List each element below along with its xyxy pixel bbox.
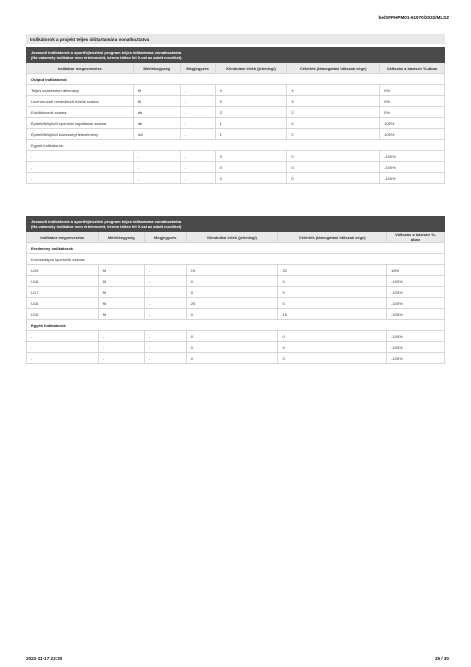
table-row xyxy=(27,287,445,298)
col-header-change: Változás a bázisév %-ában xyxy=(380,63,445,74)
cell-name: - xyxy=(27,353,99,364)
col-header-name: Indikátor megnevezése xyxy=(27,63,134,74)
cell-baseline: 2 xyxy=(215,107,287,118)
cell-unit: - xyxy=(133,162,180,173)
cell-change: -100% xyxy=(387,331,445,342)
cell-baseline: 0 xyxy=(215,151,287,162)
cell-note: - xyxy=(144,331,186,342)
cell-change: -100% xyxy=(380,162,445,173)
table-title-row xyxy=(27,217,445,232)
table-row xyxy=(27,96,445,107)
cell-change: 0% xyxy=(380,107,445,118)
table-row xyxy=(27,107,445,118)
subgroup-label: Korosztályos sportolók száma: xyxy=(27,254,445,265)
subgroup-row xyxy=(27,254,445,265)
group-label: Egyéb Indikátorok xyxy=(27,320,445,331)
cell-change: -100% xyxy=(387,276,445,287)
cell-name: - xyxy=(27,331,99,342)
cell-name: - xyxy=(27,342,99,353)
table-row xyxy=(27,129,445,140)
group-label: Output indikátorok xyxy=(27,74,445,85)
col-header-note: Megjegyzés xyxy=(144,232,186,243)
cell-target: 0 xyxy=(278,353,387,364)
cell-name: - xyxy=(27,162,134,173)
table-row xyxy=(27,276,445,287)
cell-name: - xyxy=(27,173,134,184)
group-label: Egyéb indikátorok: xyxy=(27,140,445,151)
col-header-target: Célérték (támogatási időszak vége) xyxy=(287,63,380,74)
cell-target: 0 xyxy=(278,331,387,342)
page-number: 25 / 30 xyxy=(434,656,449,661)
cell-note: - xyxy=(144,276,186,287)
cell-note: - xyxy=(180,162,215,173)
cell-baseline: 0 xyxy=(186,287,278,298)
table-row xyxy=(27,173,445,184)
cell-baseline: 0 xyxy=(215,173,287,184)
table-header-row xyxy=(27,232,445,243)
cell-unit: db xyxy=(133,118,180,129)
cell-unit: fő xyxy=(133,96,180,107)
cell-baseline: 0 xyxy=(186,309,278,320)
cell-target: 0 xyxy=(287,151,380,162)
table-title-line1: Javasolt indikátorok a sportfejlesztési program teljes időtartama vonatkoztatva xyxy=(31,219,182,224)
table-row xyxy=(27,151,445,162)
cell-unit: - xyxy=(98,331,144,342)
cell-note: - xyxy=(180,129,215,140)
cell-baseline: 0 xyxy=(186,276,278,287)
cell-baseline: 4 xyxy=(215,85,287,96)
cell-change: -100% xyxy=(387,353,445,364)
cell-unit: - xyxy=(133,173,180,184)
cell-unit: fő xyxy=(98,276,144,287)
cell-unit: - xyxy=(98,342,144,353)
cell-target: 2 xyxy=(287,107,380,118)
cell-unit: fő xyxy=(98,287,144,298)
cell-baseline: 0 xyxy=(186,353,278,364)
table-row xyxy=(27,265,445,276)
col-header-target: Célérték (támogatási időszak vége) xyxy=(278,232,387,243)
cell-note: - xyxy=(144,353,186,364)
cell-target: 0 xyxy=(287,162,380,173)
table-row xyxy=(27,353,445,364)
result-indicators-table xyxy=(26,216,445,364)
cell-baseline: 3 xyxy=(215,96,287,107)
cell-unit: fő xyxy=(98,309,144,320)
cell-note: - xyxy=(144,287,186,298)
col-header-unit: Mértékegység xyxy=(133,63,180,74)
col-header-note: Megjegyzés xyxy=(180,63,215,74)
cell-name: Épített/felújított közösségi létesítmény xyxy=(27,129,134,140)
cell-name: Teljes szakember állomány xyxy=(27,85,134,96)
cell-target: 15 xyxy=(278,309,387,320)
cell-baseline: 0 xyxy=(215,162,287,173)
table-row xyxy=(27,331,445,342)
cell-change: -100% xyxy=(380,173,445,184)
cell-target: 2 xyxy=(287,118,380,129)
cell-note: - xyxy=(144,309,186,320)
cell-name: - xyxy=(27,151,134,162)
cell-unit: fő xyxy=(133,85,180,96)
table-row xyxy=(27,162,445,173)
col-header-baseline: Kiindulási érték (jelenlegi) xyxy=(215,63,287,74)
table-row xyxy=(27,118,445,129)
cell-note: - xyxy=(180,151,215,162)
cell-target: 22 xyxy=(278,265,387,276)
cell-unit: - xyxy=(98,353,144,364)
cell-baseline: 19 xyxy=(186,265,278,276)
col-header-baseline: Kiindulási érték (jelenlegi) xyxy=(186,232,278,243)
table-title xyxy=(27,48,445,63)
cell-unit: db xyxy=(133,107,180,118)
cell-name: Licence-szel rendelkező edzők száma xyxy=(27,96,134,107)
cell-name: U17 xyxy=(27,287,99,298)
group-row xyxy=(27,140,445,151)
col-header-name: Indikátor megnevezése xyxy=(27,232,99,243)
cell-target: 0 xyxy=(278,287,387,298)
table-title xyxy=(27,217,445,232)
cell-note: - xyxy=(180,118,215,129)
cell-baseline: 20 xyxy=(186,298,278,309)
table-title-line2: (Ha valamely indikátor nem értelmezett, kérem töltse fel 0-val az adott mezőket) xyxy=(31,55,182,60)
table-title-line2: (Ha valamely indikátor nem értelmezett, kérem töltse fel 0-val az adott mezőket) xyxy=(31,224,182,229)
footer-date: 2022-11-17 23:30 xyxy=(26,656,63,661)
group-row xyxy=(27,243,445,254)
cell-change: -100% xyxy=(387,287,445,298)
output-indicators-table xyxy=(26,47,445,184)
cell-baseline: 0 xyxy=(186,342,278,353)
group-row xyxy=(27,320,445,331)
cell-unit: fő xyxy=(98,265,144,276)
cell-note: - xyxy=(180,96,215,107)
cell-note: - xyxy=(180,107,215,118)
cell-note: - xyxy=(144,342,186,353)
cell-note: - xyxy=(180,85,215,96)
group-row xyxy=(27,74,445,85)
cell-change: -100% xyxy=(387,309,445,320)
cell-baseline: 1 xyxy=(215,118,287,129)
table-row xyxy=(27,342,445,353)
cell-change: -100% xyxy=(387,298,445,309)
table-row xyxy=(27,298,445,309)
table-title-row xyxy=(27,48,445,63)
cell-name: U18 xyxy=(27,276,99,287)
table-row xyxy=(27,309,445,320)
table-header-row xyxy=(27,63,445,74)
cell-target: 0 xyxy=(278,276,387,287)
cell-note: - xyxy=(144,265,186,276)
cell-target: 0 xyxy=(278,298,387,309)
cell-change: 16% xyxy=(387,265,445,276)
section-title: Indikátorok a projekt teljes időtartamára vonatkoztatva xyxy=(26,34,445,44)
cell-name: Edzőtáborok száma xyxy=(27,107,134,118)
cell-change: 0% xyxy=(380,85,445,96)
cell-target: 3 xyxy=(287,96,380,107)
cell-note: - xyxy=(144,298,186,309)
cell-unit: fő xyxy=(98,298,144,309)
cell-target: 0 xyxy=(278,342,387,353)
cell-change: -100% xyxy=(387,342,445,353)
cell-change: 0% xyxy=(380,96,445,107)
col-header-unit: Mértékegység xyxy=(98,232,144,243)
col-header-change: Változás a bázisév %-ában xyxy=(387,232,445,243)
cell-note: - xyxy=(180,173,215,184)
table-row xyxy=(27,85,445,96)
cell-change: -100% xyxy=(380,151,445,162)
cell-target: 2 xyxy=(287,129,380,140)
document-id: be/SFPHPM01-61970/2022/MLSZ xyxy=(378,15,449,20)
cell-change: 100% xyxy=(380,129,445,140)
cell-unit: m2 xyxy=(133,129,180,140)
cell-name: U16 xyxy=(27,298,99,309)
group-label: Eredmény indikátorok xyxy=(27,243,445,254)
cell-name: Épített/felújított sportolói ingatlanok száma xyxy=(27,118,134,129)
cell-baseline: 0 xyxy=(186,331,278,342)
cell-target: 4 xyxy=(287,85,380,96)
cell-baseline: 1 xyxy=(215,129,287,140)
cell-target: 0 xyxy=(287,173,380,184)
cell-change: 100% xyxy=(380,118,445,129)
cell-name: U15 xyxy=(27,309,99,320)
cell-unit: - xyxy=(133,151,180,162)
table-title-line1: Javasolt indikátorok a sportfejlesztési program teljes időtartama vonatkoztatva xyxy=(31,50,182,55)
cell-name: U19 xyxy=(27,265,99,276)
